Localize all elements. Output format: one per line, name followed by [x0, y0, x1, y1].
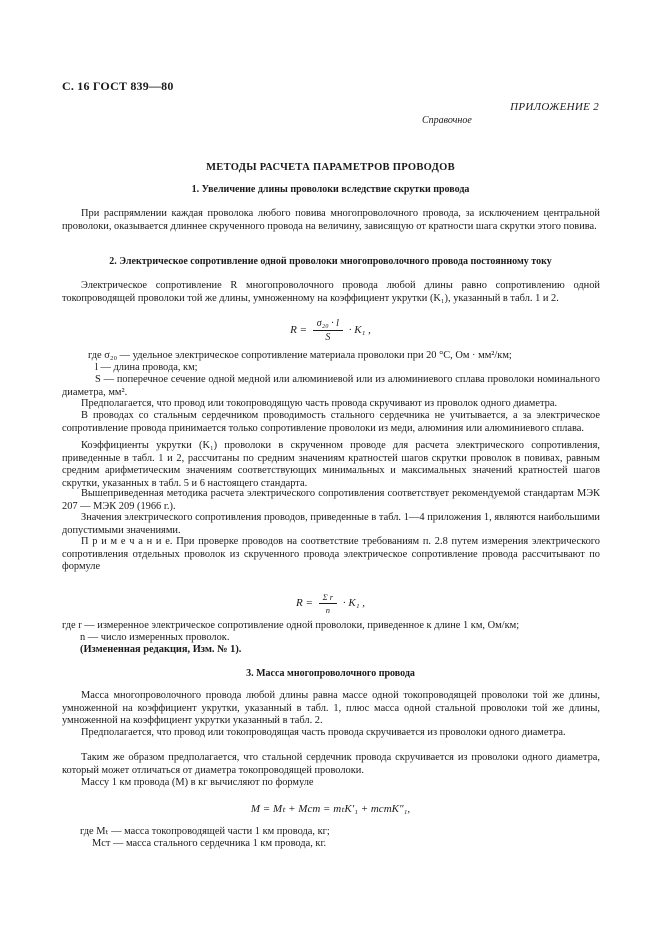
section3-p2: Предполагается, что провод или токопроводящая часть провода скручивается из проволоки одного диаметра.	[81, 727, 566, 738]
formula-resistance: R = $\frac{\text{σ₂₀ · l}}{S}$ · K₁ ,	[290, 318, 371, 343]
formula-resistance-measured: R = $\frac{\text{Σ r}}{n}$ · K₁ ,	[295, 592, 366, 615]
section3-title: 3. Масса многопроволочного провода	[246, 668, 415, 679]
formula-mass: M = Mₜ + Mст = mₜK′₁ + mстK″₁,	[250, 803, 411, 815]
section1-text: При распрямлении каждая проволока любого повива многопроволочного провода, за исключением центральной проволоки, оказывается длиннее скрученного провода на величину, зависящую от кратности шага скрутки этого повива.	[62, 208, 600, 232]
where-l: l — длина провода, км;	[95, 362, 198, 373]
edition-note: (Измененная редакция, Изм. № 1).	[80, 644, 242, 655]
where-mst: Mст — масса стального сердечника 1 км провода, кг.	[92, 838, 327, 849]
where-s: S — поперечное сечение одной медной или алюминиевой или из алюминиевого сплава проволоки номинального диаметра, мм².	[62, 374, 600, 398]
section2-p4: Вышеприведенная методика расчета электрического сопротивления соответствует рекомендуемой стандартам МЭК 207 — МЭК 209 (1966 г.).	[62, 488, 600, 512]
section2-intro: Электрическое сопротивление R многопроволочного провода любой длины равно сопротивлению одной токопроводящей проволоки той же длины, умноженному на коэффициент укрутки (K₁), указанный в табл. 1 и 2.	[62, 280, 600, 304]
section3-p4: Массу 1 км провода (М) в кг вычисляют по формуле	[81, 777, 314, 788]
appendix-subtitle: Справочное	[422, 115, 472, 126]
main-title: МЕТОДЫ РАСЧЕТА ПАРАМЕТРОВ ПРОВОДОВ	[206, 162, 455, 173]
section3-p3: Таким же образом предполагается, что стальной сердечник провода скручивается из проволоки одного диаметра, который может отличаться от диаметра токопроводящей проволоки.	[62, 752, 600, 776]
section2-p2: В проводах со стальным сердечником проводимость стального сердечника не учитывается, а за электрическое сопротивление провода принимается только сопротивление проволоки из меди, алюминия или алюминиевого сплава.	[62, 410, 600, 434]
formula2-denominator: n	[325, 605, 330, 615]
section2-p1: Предполагается, что провод или токопроводящую часть провода скручивают из проволок одного диаметра.	[81, 398, 558, 409]
section2-p3: Коэффициенты укрутки (K₁) проволоки в скрученном проводе для расчета электрического сопротивления, приведенные в табл. 1 и 2, рассчитаны по средним значениям кратностей шагов скрутки проволок в повивах, равным средним арифметическим значениям соответствующих минимальных и максимальных значений кратностей шагов скрутки, указанных в табл. 5 и 6 настоящего стандарта.	[62, 440, 600, 489]
section2-note: П р и м е ч а н и е. При проверке проводов на соответствие требованиям п. 2.8 путем измерения электрического сопротивления отдельных проволок из скрученного провода электрическое сопротивление провода рассчитывают по формуле	[62, 536, 600, 572]
section2-p5: Значения электрического сопротивления проводов, приведенные в табл. 1—4 приложения 1, являются наибольшими допустимыми значениями.	[62, 512, 600, 536]
formula-denominator: S	[325, 332, 331, 343]
where-r: где r — измеренное электрическое сопротивление одной проволоки, приведенное к длине 1 км, Ом/км;	[62, 620, 520, 631]
section1-title: 1. Увеличение длины проволоки вследствие скрутки провода	[191, 184, 470, 195]
where-mt: где Mₜ — масса токопроводящей части 1 км провода, кг;	[80, 826, 330, 837]
section2-title: 2. Электрическое сопротивление одной проволоки многопроволочного провода постоянному току	[109, 256, 552, 267]
appendix-title: ПРИЛОЖЕНИЕ 2	[510, 101, 599, 113]
formula-numerator: σ₂₀ · l	[313, 318, 343, 331]
page-header: С. 16 ГОСТ 839—80	[62, 79, 174, 93]
where-sigma: где σ₂₀ — удельное электрическое сопротивление материала проволоки при 20 °С, Ом · мм²/км;	[88, 350, 512, 361]
where-n: n — число измеренных проволок.	[80, 632, 230, 643]
section3-p1: Масса многопроволочного провода любой длины равна массе одной токопроводящей проволоки той же длины, умноженной на коэффициент укрутки, указанный в табл. 1, плюс масса одной стальной проволоки той же длины, умноженной на коэффициент укрутки указанный в табл. 2.	[62, 690, 600, 726]
formula2-numerator: Σ r	[319, 592, 337, 604]
